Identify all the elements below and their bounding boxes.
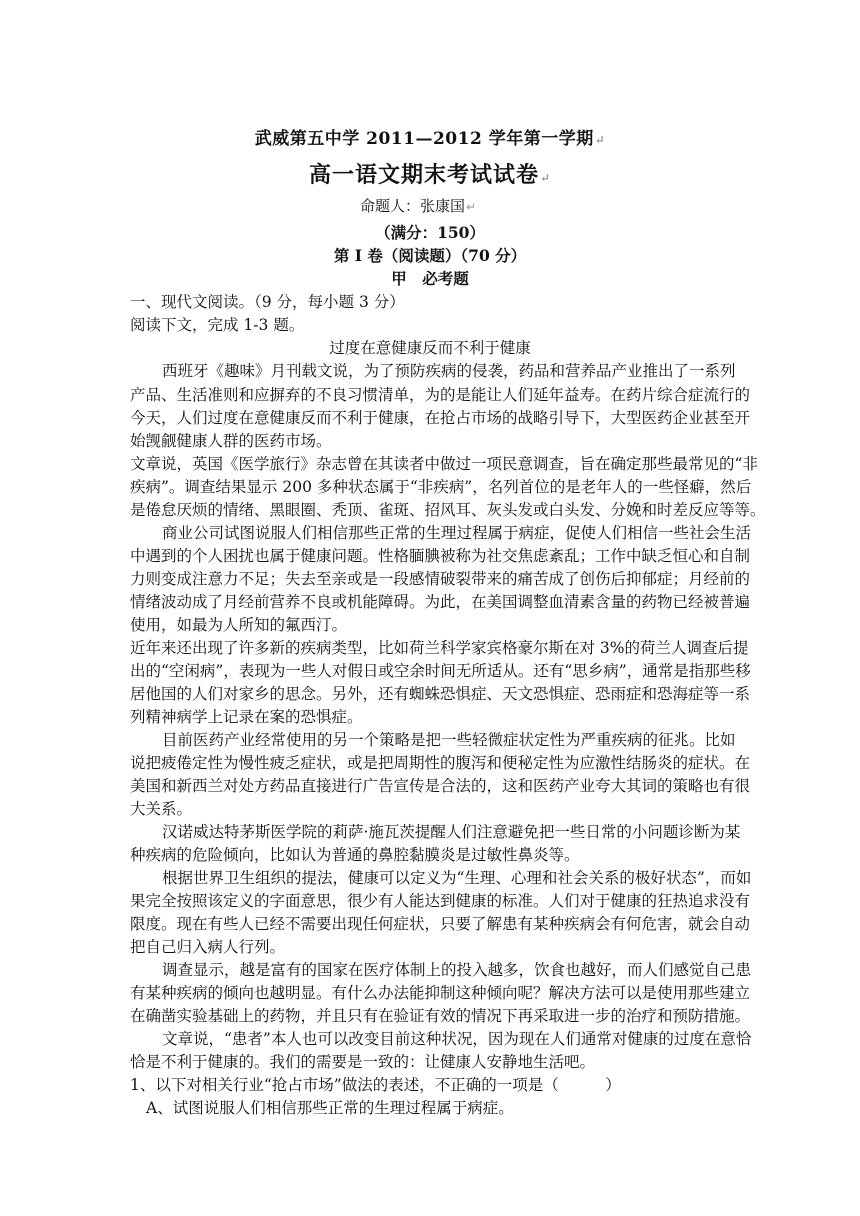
article-line: 汉诺威达特茅斯医学院的莉萨·施瓦茨提醒人们注意避免把一些日常的小问题诊断为某 (162, 823, 741, 841)
exam-title: 高一语文期末考试试卷↵ (308, 162, 552, 188)
article-line: 今天，人们过度在意健康反而不利于健康，在抢占市场的战略引导下，大型医药企业甚至开 (130, 409, 751, 427)
article-line: 中遇到的个人困扰也属于健康问题。性格腼腆被称为社交焦虑紊乱；工作中缺乏恒心和自制 (130, 547, 751, 565)
article-line: 根据世界卫生组织的提法，健康可以定义为“生理、心理和社会关系的极好状态”，而如 (162, 869, 752, 887)
article-line: 出的“空闲病”，表现为一些人对假日或空余时间无所适从。还有“思乡病”，通常是指那些移 (130, 662, 751, 680)
school-term-heading: 武威第五中学 2011—2012 学年第一学期↵ (254, 129, 606, 149)
article-line: 大关系。 (130, 800, 193, 818)
paragraph-mark-icon: ↵ (466, 200, 477, 214)
article-line: 在确凿实验基础上的药物，并且只有在验证有效的情况下再采取进一步的治疗和预防措施。 (130, 1007, 751, 1025)
paragraph-mark-icon: ↵ (594, 133, 606, 147)
article-line: 列精神病学上记录在案的恐惧症。 (130, 708, 363, 726)
article-title: 过度在意健康反而不利于健康 (329, 339, 531, 357)
article-line: 产品、生活准则和应摒弃的不良习惯清单，为的是能让人们延年益寿。在药片综合症流行的 (130, 386, 751, 404)
article-line: 西班牙《趣味》月刊载文说，为了预防疾病的侵袭，药品和营养品产业推出了一系列 (162, 362, 736, 380)
paragraph-mark-icon: ↵ (539, 171, 552, 185)
article-line: 种疾病的危险倾向，比如认为普通的鼻腔黏膜炎是过敏性鼻炎等。 (130, 846, 580, 864)
article-line: 力则变成注意力不足；失去至亲或是一段感情破裂带来的痛苦成了创伤后抑郁症；月经前的 (130, 570, 751, 588)
article-line: 把自己归入病人行列。 (130, 938, 286, 956)
article-line: 是倦怠厌烦的情绪、黑眼圈、秃顶、雀斑、招风耳、灰头发或白头发、分娩和时差反应等等。 (130, 501, 766, 519)
full-score: （满分：150） (375, 223, 485, 242)
article-line: 说把疲倦定性为慢性疲乏症状，或是把周期性的腹泻和便秘定性为应激性结肠炎的症状。在 (130, 754, 751, 772)
article-line: 目前医药产业经常使用的另一个策略是把一些轻微症状定性为严重疾病的征兆。比如 (162, 731, 736, 749)
section-heading: 甲 必考题 (391, 269, 469, 288)
article-line: 使用，如最为人所知的氟西汀。 (130, 616, 348, 634)
article-line: 恰是不利于健康的。我们的需要是一致的：让健康人安静地生活吧。 (130, 1053, 596, 1071)
article-line: 美国和新西兰对处方药品直接进行广告宣传是合法的，这和医药产业夸大其词的策略也有很 (130, 777, 751, 795)
article-line: 始觊觎健康人群的医药市场。 (130, 432, 332, 450)
part1-heading: 一、现代文阅读。（9 分，每小题 3 分） (130, 293, 405, 311)
article-line: 疾病”。调查结果显示 200 多种状态属于“非疾病”，名列首位的是老年人的一些怪癖，然后 (130, 478, 752, 496)
article-line: 限度。现在有些人已经不需要出现任何症状，只要了解患有某种疾病会有何危害，就会自动 (130, 915, 751, 933)
article-line: 居他国的人们对家乡的思念。另外，还有蜘蛛恐惧症、天文恐惧症、恐雨症和恐海症等一系 (130, 685, 751, 703)
article-line: 调查显示，越是富有的国家在医疗体制上的投入越多，饮食也越好，而人们感觉自己患 (162, 961, 752, 979)
article-line: 近年来还出现了许多新的疾病类型，比如荷兰科学家宾格豪尔斯在对 3%的荷兰人调查后提 (130, 639, 749, 657)
volume-heading: 第 I 卷（阅读题）（70 分） (333, 246, 527, 265)
question-1-option-a: A、试图说服人们相信那些正常的生理过程属于病症。 (146, 1099, 514, 1117)
article-line: 文章说，“患者”本人也可以改变目前这种状况，因为现在人们通常对健康的过度在意恰 (162, 1030, 752, 1048)
article-line: 商业公司试图说服人们相信那些正常的生理过程属于病症，促使人们相信一些社会生活 (162, 524, 752, 542)
part1-instruction: 阅读下文，完成 1-3 题。 (130, 316, 305, 334)
article-line: 有某种疾病的倾向也越明显。有什么办法能抑制这种倾向呢？解决方法可以是使用那些建立 (130, 984, 751, 1002)
exam-author: 命题人：张康国↵ (360, 197, 477, 215)
question-1-stem: 1、以下对相关行业“抢占市场”做法的表述，不正确的一项是（ ） (130, 1076, 621, 1094)
article-line: 情绪波动成了月经前营养不良或机能障碍。为此，在美国调整血清素含量的药物已经被普遍 (130, 593, 751, 611)
article-line: 果完全按照该定义的字面意思，很少有人能达到健康的标准。人们对于健康的狂热追求没有 (130, 892, 751, 910)
article-line: 文章说，英国《医学旅行》杂志曾在其读者中做过一项民意调查，旨在确定那些最常见的“非 (130, 455, 758, 473)
